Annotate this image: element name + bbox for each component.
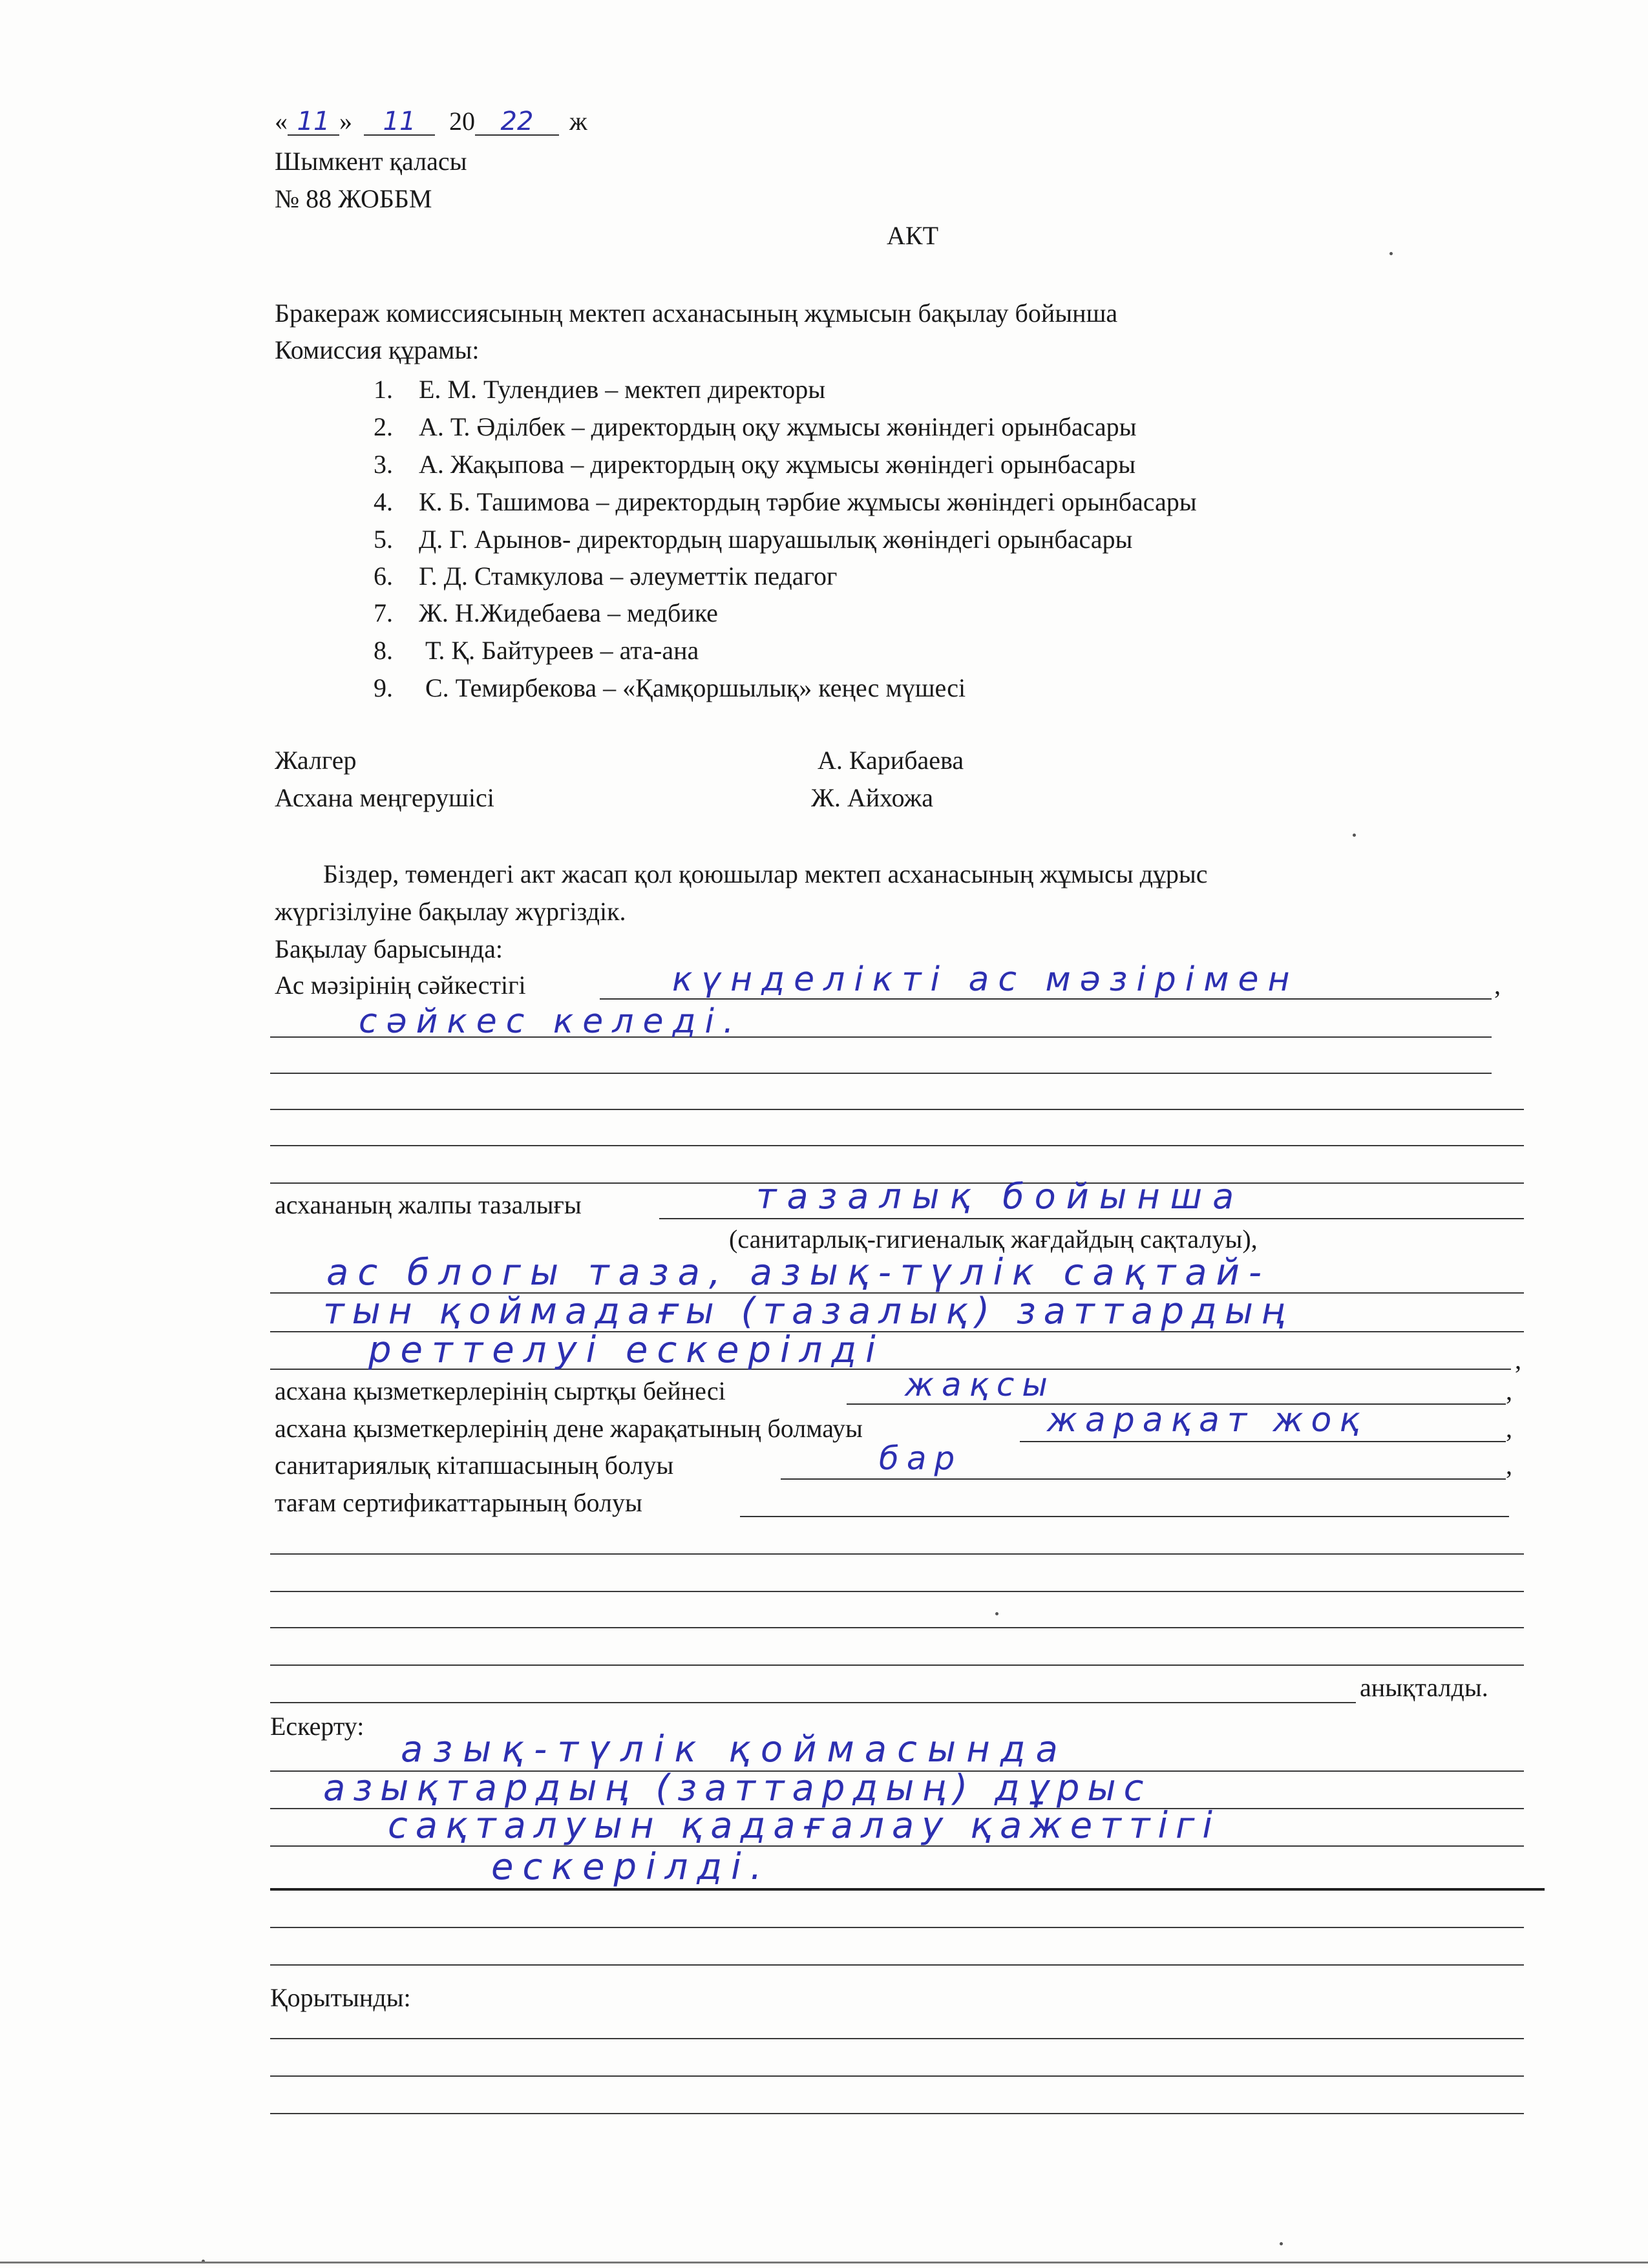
list-item: 1. Е. М. Тулендиев – мектеп директоры: [374, 375, 826, 404]
writing-line: [270, 1964, 1524, 1966]
intro-line: жүргізілуіне бақылау жүргіздік.: [275, 897, 626, 926]
writing-line: [270, 1553, 1524, 1555]
injury-line: [1020, 1441, 1506, 1442]
city: Шымкент қаласы: [275, 147, 467, 176]
writing-line: [270, 2075, 1524, 2077]
sanitary-book-line: [781, 1478, 1506, 1480]
role-name: Ж. Айхожа: [811, 783, 934, 812]
date-day-field: [288, 109, 339, 136]
date-month: 11: [383, 107, 416, 136]
sanitary-note: (санитарлық-гигиеналық жағдайдың сақталуы),: [729, 1224, 1258, 1254]
menu-handwriting: сәйкес келеді.: [359, 1002, 743, 1041]
certificates-label: тағам сертификаттарының болуы: [275, 1488, 642, 1517]
note-handwriting: азық-түлік қоймасында: [401, 1728, 1068, 1770]
scan-speck: [1280, 2242, 1283, 2245]
writing-line: [270, 1927, 1524, 1928]
date-close-quote: »: [339, 107, 352, 136]
scan-speck: [1389, 252, 1393, 255]
menu-label: Ас мәзірінің сәйкестігі: [275, 971, 526, 1000]
writing-line: [270, 1073, 1492, 1074]
purpose-line: Бракераж комиссиясының мектеп асханасының жұмысын бақылау бойынша: [275, 299, 1118, 328]
date-open-quote: «: [275, 107, 288, 136]
menu-comma: ,: [1494, 971, 1501, 1000]
role-label: Асхана меңгерушісі: [275, 783, 494, 812]
sanitary-handwriting: ас блогы таза, азық-түлік сақтай-: [326, 1252, 1271, 1294]
identified-text: анықталды.: [1360, 1673, 1488, 1702]
writing-line: [270, 2113, 1524, 2114]
appearance-comma: ,: [1506, 1376, 1512, 1405]
writing-line: [270, 1702, 1356, 1703]
list-item: 2. А. Т. Әділбек – директордың оқу жұмысы жөніндегі орынбасары: [374, 412, 1137, 441]
list-item: 3. А. Жақыпова – директордың оқу жұмысы жөніндегі орынбасары: [374, 450, 1136, 479]
role-name: А. Карибаева: [818, 746, 964, 775]
note-handwriting: азықтардың (заттардың) дұрыс: [323, 1767, 1152, 1809]
appearance-handwriting: жақсы: [905, 1366, 1055, 1403]
scan-speck: [1353, 834, 1356, 837]
date-month-field: [364, 109, 435, 136]
date-year-field: [475, 109, 559, 136]
cleanliness-line: [659, 1218, 1524, 1219]
cleanliness-handwriting: тазалық бойынша: [756, 1176, 1245, 1217]
note-handwriting: сақталуын қадағалау қажеттігі: [388, 1805, 1220, 1847]
certificates-line: [740, 1516, 1509, 1517]
sanitary-book-handwriting: бар: [879, 1440, 963, 1477]
date-day: 11: [297, 107, 330, 136]
list-item: 8. Т. Қ. Байтуреев – ата-ана: [374, 636, 699, 665]
intro-line: Біздер, төмендегі акт жасап қол қоюшылар мектеп асханасының жұмысы дұрыс: [323, 859, 1208, 888]
sanitary-book-comma: ,: [1506, 1451, 1512, 1480]
list-item: 9. С. Темирбекова – «Қамқоршылық» кеңес мүшесі: [374, 673, 966, 702]
list-item: 7. Ж. Н.Жидебаева – медбике: [374, 598, 718, 627]
list-item: 6. Г. Д. Стамкулова – әлеуметтік педагог: [374, 562, 838, 591]
writing-line: [270, 1591, 1524, 1592]
writing-line: [270, 1145, 1524, 1146]
conclusion-heading: Қорытынды:: [270, 1983, 411, 2012]
writing-line: [270, 1664, 1524, 1666]
writing-line: [270, 1109, 1524, 1110]
sanitary-comma: ,: [1515, 1345, 1521, 1374]
writing-line: [270, 1627, 1524, 1628]
sanitary-book-label: санитариялық кітапшасының болуы: [275, 1451, 674, 1480]
date-year-prefix: 20: [449, 107, 475, 136]
role-label: Жалгер: [275, 746, 357, 775]
scan-speck: [995, 1612, 998, 1615]
appearance-label: асхана қызметкерлерінің сыртқы бейнесі: [275, 1376, 726, 1405]
scan-edge: [0, 2262, 1648, 2263]
injury-comma: ,: [1506, 1414, 1512, 1443]
note-heading: Ескерту:: [270, 1712, 364, 1741]
injury-label: асхана қызметкерлерінің дене жарақатының болмауы: [275, 1414, 863, 1443]
commission-heading: Комиссия құрамы:: [275, 335, 480, 364]
date-line: [275, 109, 587, 136]
writing-line: [270, 2038, 1524, 2039]
date-year: 22: [500, 107, 534, 136]
note-handwriting: ескерілді.: [491, 1846, 771, 1888]
document-title: АКТ: [887, 221, 938, 250]
list-item: 4. К. Б. Ташимова – директордың тәрбие жұмысы жөніндегі орынбасары: [374, 487, 1197, 516]
sanitary-handwriting: реттелуі ескерілді: [368, 1329, 885, 1371]
list-item: 5. Д. Г. Арынов- директордың шаруашылық жөніндегі орынбасары: [374, 525, 1133, 554]
writing-line: [270, 1888, 1545, 1891]
injury-handwriting: жарақат жоқ: [1047, 1401, 1368, 1440]
date-suffix: ж: [569, 107, 587, 136]
cleanliness-label: асхананың жалпы тазалығы: [275, 1190, 582, 1219]
sanitary-handwriting: тын қоймадағы (тазалық) заттардың: [323, 1290, 1293, 1332]
observation-heading: Бақылау барысында:: [275, 934, 503, 963]
menu-handwriting: күнделікті ас мәзірімен: [672, 960, 1299, 999]
school-name: № 88 ЖОББМ: [275, 184, 432, 213]
